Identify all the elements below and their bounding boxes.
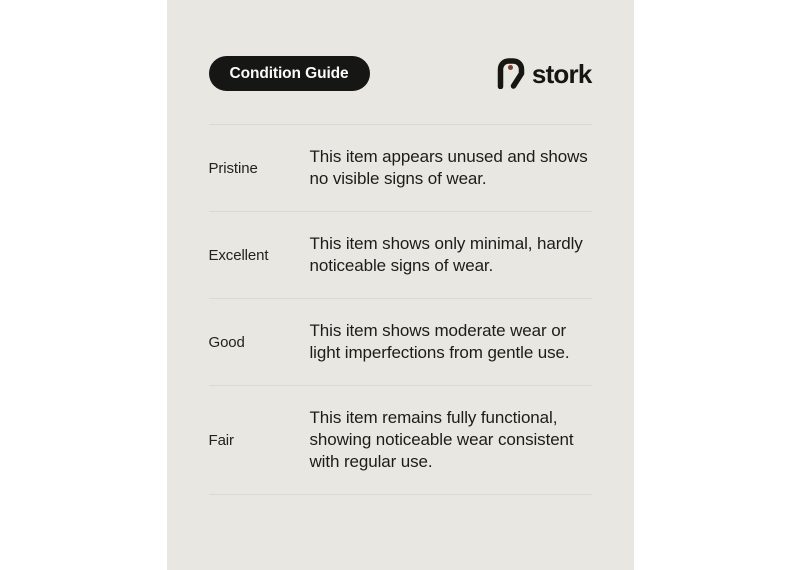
condition-guide-card: [167, 0, 634, 570]
condition-guide-badge[interactable]: Condition Guide: [209, 56, 370, 91]
condition-list: [209, 124, 592, 495]
stork-bird-mark-icon: [497, 58, 525, 89]
condition-row-pristine: [209, 124, 592, 211]
condition-label: Good: [208, 333, 245, 351]
card-header: [209, 56, 592, 91]
condition-description: This item appears unused and shows no visible signs of wear.: [309, 147, 588, 188]
condition-row-excellent: [209, 211, 592, 298]
condition-label: Fair: [208, 431, 234, 449]
condition-label: Pristine: [208, 159, 258, 177]
condition-description: This item shows only minimal, hardly noticeable signs of wear.: [309, 234, 583, 275]
stork-logo: [497, 58, 592, 89]
condition-description: This item shows moderate wear or light imperfections from gentle use.: [309, 321, 570, 362]
condition-description: This item remains fully functional, showing noticeable wear consistent with regular use.: [309, 408, 574, 471]
brand-name: stork: [531, 58, 592, 89]
condition-row-fair: [209, 385, 592, 494]
condition-label: Excellent: [208, 246, 269, 264]
condition-row-good: [209, 298, 592, 385]
